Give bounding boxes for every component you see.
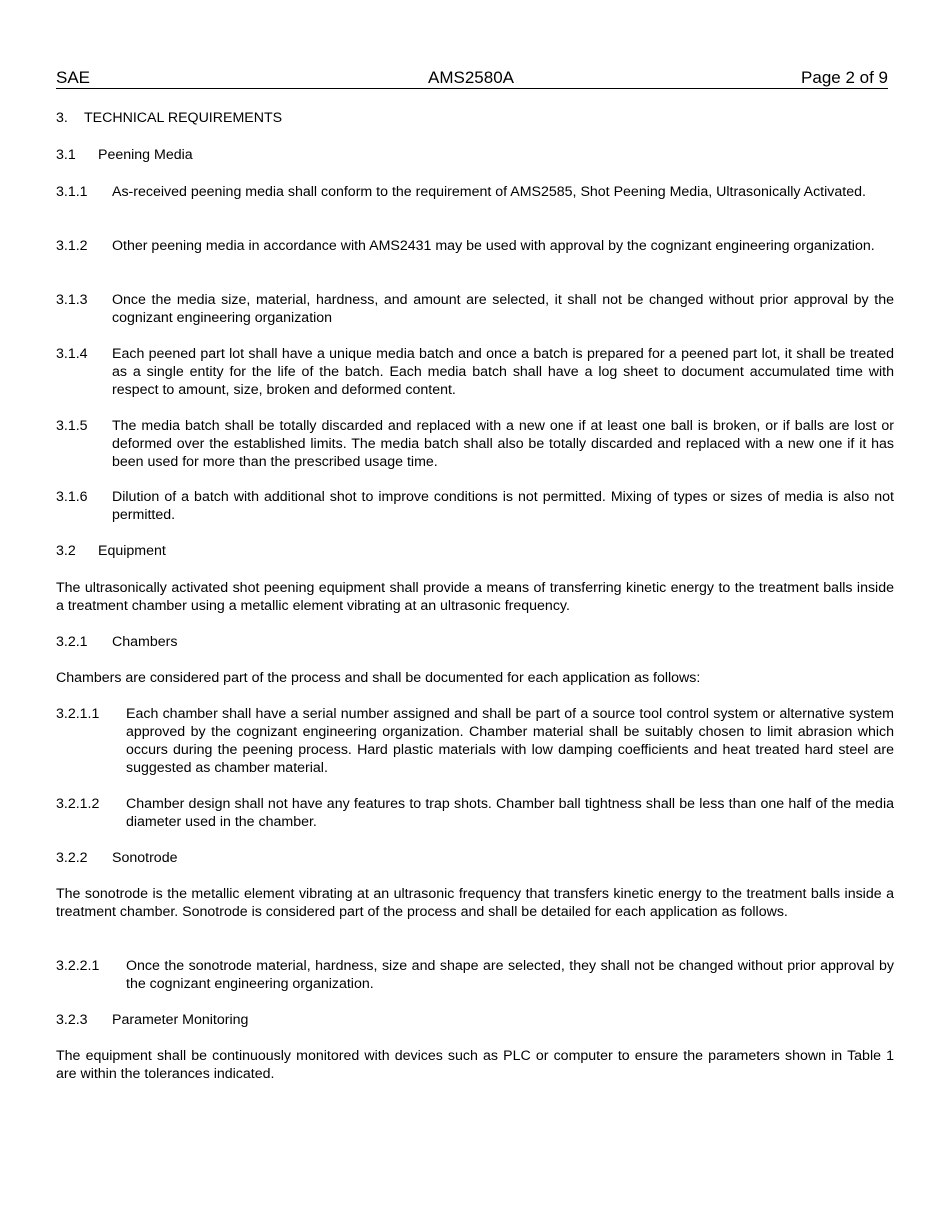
section-3-1-6	[56, 488, 894, 524]
page-header	[56, 67, 888, 89]
item-text: Once the sonotrode material, hardness, size and shape are selected, they shall not be changed without prior approval by the cognizant engineering organization.	[126, 958, 894, 992]
item-number: 3.2.1.2	[56, 796, 100, 812]
section-3-1-5	[56, 417, 894, 471]
section-3-1-2	[56, 237, 894, 255]
section-number: 3.2.3	[56, 1012, 88, 1028]
item-text: Other peening media in accordance with AMS2431 may be used with approval by the cognizant engineering organization.	[112, 238, 875, 254]
section-title: Chambers	[112, 634, 178, 650]
item-number: 3.1.4	[56, 346, 88, 362]
item-number: 3.1.6	[56, 489, 88, 505]
section-3-2-2-heading	[56, 849, 894, 867]
section-number: 3.	[56, 110, 68, 126]
section-3-2-2-1	[56, 957, 894, 993]
item-number: 3.2.2.1	[56, 958, 100, 974]
section-3-1-3	[56, 291, 894, 327]
item-number: 3.1.1	[56, 184, 88, 200]
section-3-2-1-2	[56, 795, 894, 831]
section-3-heading	[56, 109, 894, 127]
section-title: TECHNICAL REQUIREMENTS	[84, 110, 283, 126]
item-number: 3.1.3	[56, 292, 88, 308]
section-3-2-2-paragraph: The sonotrode is the metallic element vibrating at an ultrasonic frequency that transfers kinetic energy to the treatment balls inside a treatment chamber. Sonotrode is considered part of the process and shall be detailed for each application as follows.	[56, 886, 894, 920]
section-3-2-1-1	[56, 705, 894, 777]
item-text: As-received peening media shall conform to the requirement of AMS2585, Shot Peening Media, Ultrasonically Activated.	[112, 184, 866, 200]
item-text: The media batch shall be totally discarded and replaced with a new one if at least one ball is broken, or if balls are lost or deformed over the established limits. The media batch shall also be totally discarded and replaced with a new one if it has been used for more than the prescribed usage time.	[112, 418, 894, 470]
section-3-2-heading	[56, 542, 894, 560]
section-3-1-1	[56, 183, 894, 201]
section-number: 3.1	[56, 147, 76, 163]
item-text: Dilution of a batch with additional shot to improve conditions is not permitted. Mixing of types or sizes of media is also not permitted.	[112, 489, 894, 523]
item-text: Chamber design shall not have any features to trap shots. Chamber ball tightness shall be less than one half of the media diameter used in the chamber.	[126, 796, 894, 830]
item-text: Each peened part lot shall have a unique media batch and once a batch is prepared for a peened part lot, it shall be treated as a single entity for the life of the batch. Each media batch shall have a log sheet to document accumulated time with respect to amount, size, broken and deformed content.	[112, 346, 894, 398]
section-title: Sonotrode	[112, 850, 178, 866]
section-title: Parameter Monitoring	[112, 1012, 249, 1028]
section-3-1-4	[56, 345, 894, 399]
section-3-2-paragraph: The ultrasonically activated shot peening equipment shall provide a means of transferring kinetic energy to the treatment balls inside a treatment chamber using a metallic element vibrating at an ultrasonic frequency.	[56, 580, 894, 614]
header-page-number: Page 2 of 9	[801, 68, 888, 87]
section-3-2-3-heading	[56, 1011, 894, 1029]
header-doc-number: AMS2580A	[428, 68, 514, 87]
section-number: 3.2	[56, 543, 76, 559]
item-text: Once the media size, material, hardness, and amount are selected, it shall not be changed without prior approval by the cognizant engineering organization	[112, 292, 894, 326]
item-number: 3.1.5	[56, 418, 88, 434]
section-3-2-1-heading	[56, 633, 894, 651]
header-org: SAE	[56, 68, 91, 87]
section-3-2-3-paragraph: The equipment shall be continuously monitored with devices such as PLC or computer to ensure the parameters shown in Table 1 are within the tolerances indicated.	[56, 1048, 894, 1082]
section-3-2-1-paragraph: Chambers are considered part of the process and shall be documented for each application as follows:	[56, 670, 701, 686]
section-number: 3.2.1	[56, 634, 88, 650]
section-number: 3.2.2	[56, 850, 88, 866]
item-number: 3.2.1.1	[56, 706, 100, 722]
section-title: Peening Media	[98, 147, 193, 163]
section-3-1-heading	[56, 146, 894, 164]
item-text: Each chamber shall have a serial number assigned and shall be part of a source tool control system or alternative system approved by the cognizant engineering organization. Chamber material shall be suitably chosen to limit abrasion which occurs during the peening process. Hard plastic materials with low damping coefficients and heat treated hard steel are suggested as chamber material.	[126, 706, 894, 776]
section-title: Equipment	[98, 543, 166, 559]
item-number: 3.1.2	[56, 238, 88, 254]
